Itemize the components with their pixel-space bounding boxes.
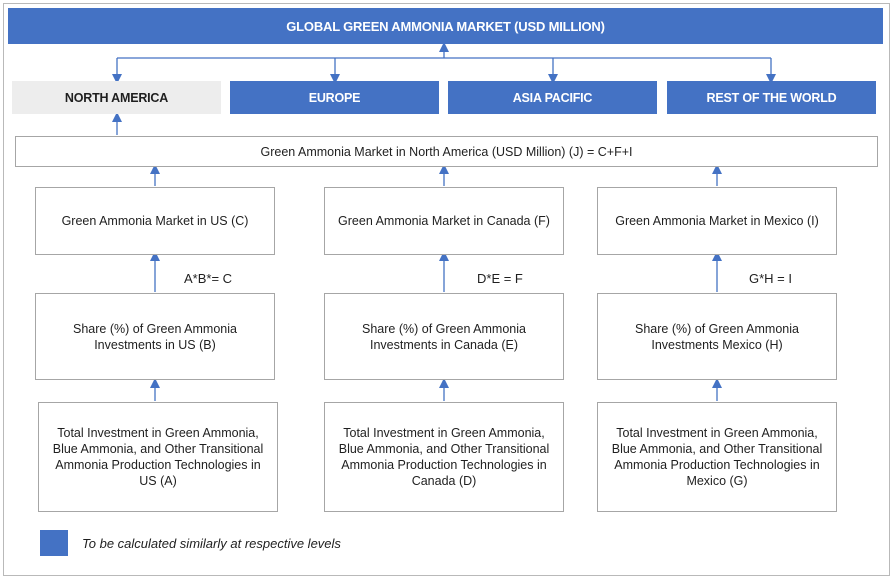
us-market-box: Green Ammonia Market in US (C) [35,187,275,255]
region-rest-of-the-world: REST OF THE WORLD [667,81,876,114]
us-formula: A*B*= C [184,271,233,286]
mexico-market-box: Green Ammonia Market in Mexico (I) [597,187,837,255]
canada-formula: D*E = F [477,271,523,286]
canada-share-box: Share (%) of Green Ammonia Investments in Canada (E) [324,293,564,380]
mexico-share-box: Share (%) of Green Ammonia Investments Mexico (H) [597,293,837,380]
mexico-formula: G*H = I [749,271,792,286]
canada-market-box: Green Ammonia Market in Canada (F) [324,187,564,255]
diagram-title: GLOBAL GREEN AMMONIA MARKET (USD MILLION) [8,8,883,44]
canada-investment-box: Total Investment in Green Ammonia, Blue Ammonia, and Other Transitional Ammonia Production Technologies in Canada (D) [324,402,564,512]
region-europe: EUROPE [230,81,439,114]
region-north-america: NORTH AMERICA [12,81,221,114]
us-share-box: Share (%) of Green Ammonia Investments in US (B) [35,293,275,380]
mexico-investment-box: Total Investment in Green Ammonia, Blue Ammonia, and Other Transitional Ammonia Production Technologies in Mexico (G) [597,402,837,512]
legend-text: To be calculated similarly at respective levels [82,536,341,551]
legend-swatch [40,530,68,556]
us-investment-box: Total Investment in Green Ammonia, Blue Ammonia, and Other Transitional Ammonia Production Technologies in US (A) [38,402,278,512]
region-asia-pacific: ASIA PACIFIC [448,81,657,114]
north-america-total-box: Green Ammonia Market in North America (USD Million) (J) = C+F+I [15,136,878,167]
